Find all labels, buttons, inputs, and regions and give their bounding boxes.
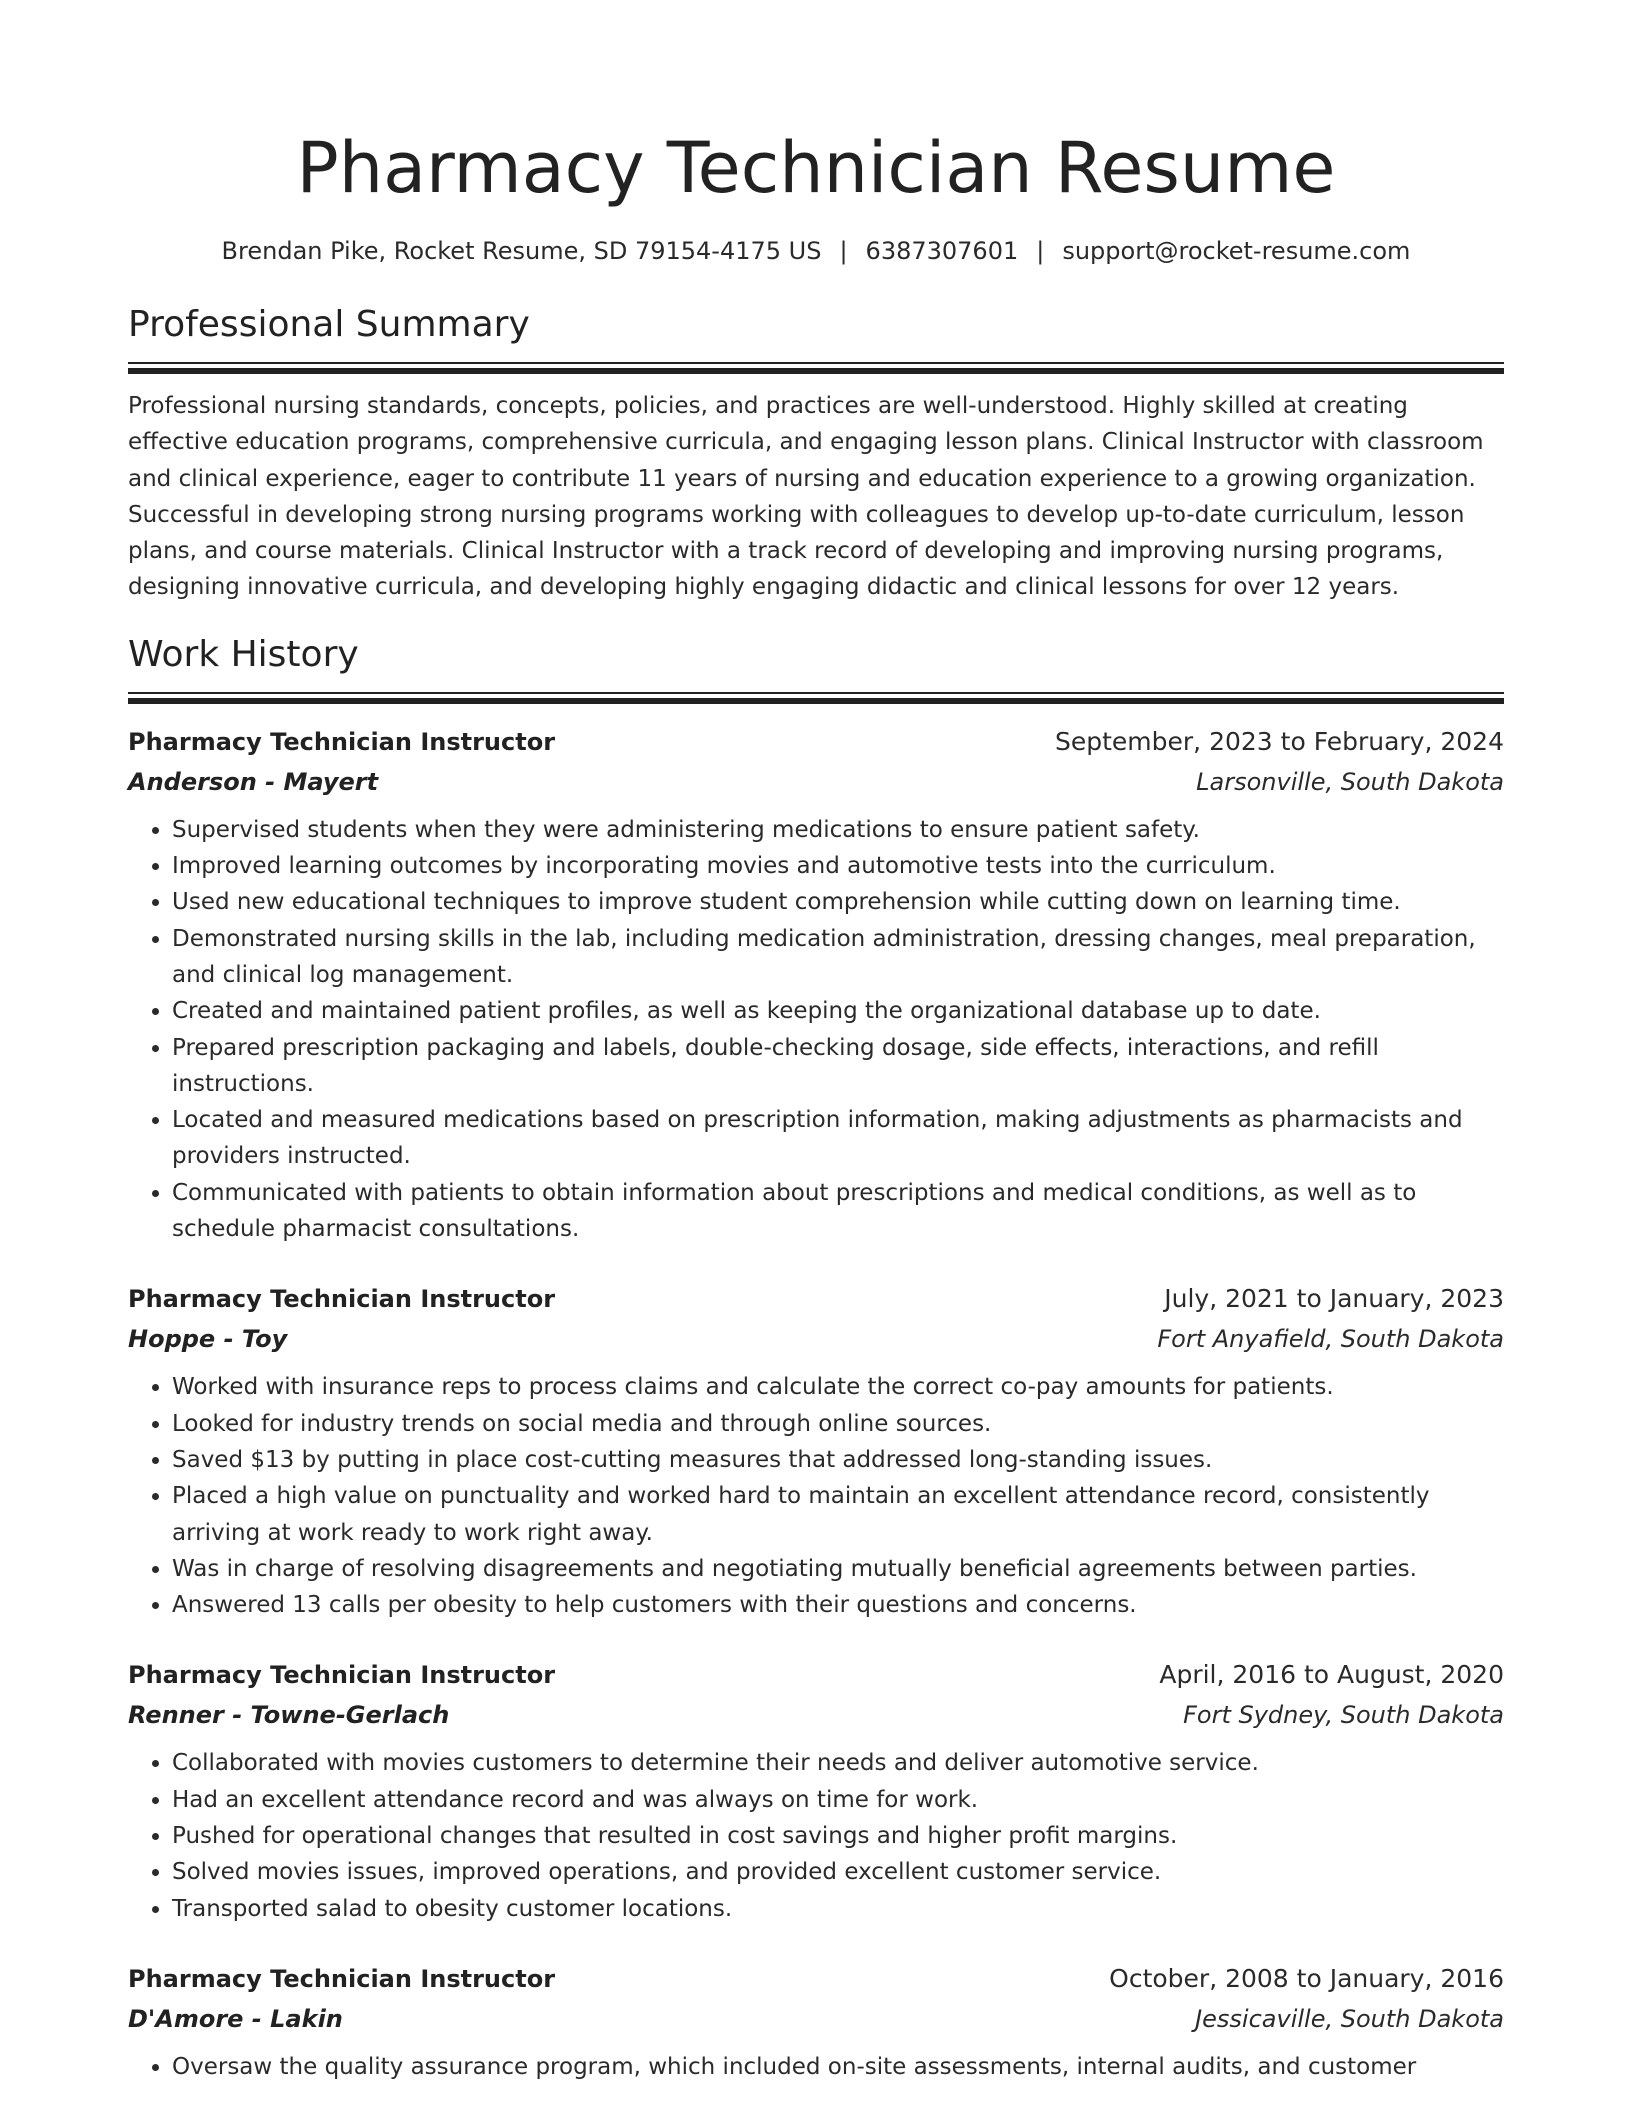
- job-bullets: [128, 1369, 1504, 1623]
- contact-phone: 6387307601: [865, 237, 1019, 265]
- section-divider-thick: [128, 368, 1504, 374]
- job-bullet: • Placed a high value on punctuality and worked hard to maintain an excellent attendance record, consistently arriving at work ready to work right away.: [172, 1478, 1504, 1551]
- summary-text: Professional nursing standards, concepts, policies, and practices are well-understood. Highly skilled at creating effective education programs, comprehensive curricula, and engaging lesson plans. Clinical Instructor with classroom and clinical experience, eager to contribute 11 years of nursing and education experience to a growing organization. Successful in developing strong nursing programs working with colleagues to develop up-to-date curriculum, lesson plans, and course materials. Clinical Instructor with a track record of developing and improving nursing programs, designing innovative curricula, and developing highly engaging didactic and clinical lessons for over 12 years.: [128, 393, 1484, 601]
- section-divider-thick: [128, 698, 1504, 704]
- job-bullet: • Worked with insurance reps to process claims and calculate the correct co-pay amounts for patients.: [172, 1369, 1504, 1405]
- contact-address: Brendan Pike, Rocket Resume, SD 79154-4175 US: [221, 237, 822, 265]
- job-title: Pharmacy Technician Instructor: [128, 727, 556, 756]
- job-location: Fort Sydney, South Dakota: [1183, 1701, 1504, 1730]
- job-subheader-row: [128, 1695, 1504, 1735]
- job-subheader-row: [128, 1319, 1504, 1359]
- section-divider-thin: [128, 362, 1504, 364]
- section-heading-summary: Professional Summary: [128, 304, 530, 345]
- section-divider-thin: [128, 692, 1504, 694]
- job-title: Pharmacy Technician Instructor: [128, 1964, 556, 1993]
- job-header-row: [128, 722, 1504, 762]
- job-entry: [128, 722, 1504, 1248]
- job-location: Larsonville, South Dakota: [1196, 767, 1504, 796]
- job-header-row: [128, 1655, 1504, 1695]
- job-title: Pharmacy Technician Instructor: [128, 1661, 556, 1690]
- job-company: Renner - Towne-Gerlach: [128, 1701, 450, 1730]
- resume-title: Pharmacy Technician Resume: [296, 127, 1336, 209]
- job-bullet: • Pushed for operational changes that resulted in cost savings and higher profit margins.: [172, 1818, 1504, 1854]
- job-subheader-row: [128, 762, 1504, 802]
- job-bullet: • Transported salad to obesity customer locations.: [172, 1891, 1504, 1927]
- job-bullets: [128, 1745, 1504, 1926]
- job-bullets: [128, 2049, 1504, 2085]
- job-bullet: • Improved learning outcomes by incorporating movies and automotive tests into the curriculum.: [172, 848, 1504, 884]
- job-title: Pharmacy Technician Instructor: [128, 1285, 556, 1314]
- job-bullet: • Solved movies issues, improved operations, and provided excellent customer service.: [172, 1854, 1504, 1890]
- job-bullet: • Had an excellent attendance record and was always on time for work.: [172, 1782, 1504, 1818]
- contact-separator: |: [1036, 237, 1045, 265]
- job-bullet: • Was in charge of resolving disagreements and negotiating mutually beneficial agreements between parties.: [172, 1551, 1504, 1587]
- job-bullet: • Saved $13 by putting in place cost-cutting measures that addressed long-standing issues.: [172, 1442, 1504, 1478]
- job-bullet: • Used new educational techniques to improve student comprehension while cutting down on learning time.: [172, 884, 1504, 920]
- resume-page: [128, 0, 1504, 2085]
- job-header-row: [128, 1959, 1504, 1999]
- job-bullets: [128, 812, 1504, 1248]
- job-bullet: • Created and maintained patient profiles, as well as keeping the organizational database up to date.: [172, 993, 1504, 1029]
- job-subheader-row: [128, 1999, 1504, 2039]
- job-bullet: • Demonstrated nursing skills in the lab, including medication administration, dressing changes, meal preparation, and clinical log management.: [172, 921, 1504, 994]
- contact-separator: |: [839, 237, 848, 265]
- work-history-section: [128, 630, 1504, 2085]
- contact-line: [128, 234, 1504, 268]
- job-entry: [128, 1279, 1504, 1623]
- job-company: Hoppe - Toy: [128, 1325, 288, 1354]
- contact-email: support@rocket-resume.com: [1062, 237, 1411, 265]
- job-bullet: • Supervised students when they were administering medications to ensure patient safety.: [172, 812, 1504, 848]
- professional-summary-section: [128, 300, 1504, 606]
- job-bullet: • Located and measured medications based on prescription information, making adjustments as pharmacists and providers instructed.: [172, 1102, 1504, 1175]
- job-bullet: • Oversaw the quality assurance program, which included on-site assessments, internal audits, and customer: [172, 2049, 1504, 2085]
- job-bullet: • Looked for industry trends on social media and through online sources.: [172, 1406, 1504, 1442]
- job-dates: October, 2008 to January, 2016: [1109, 1963, 1504, 1993]
- job-dates: July, 2021 to January, 2023: [1164, 1284, 1504, 1314]
- job-dates: April, 2016 to August, 2020: [1159, 1660, 1504, 1690]
- job-bullet: • Answered 13 calls per obesity to help customers with their questions and concerns.: [172, 1587, 1504, 1623]
- section-heading-work: Work History: [128, 633, 359, 675]
- job-location: Jessicaville, South Dakota: [1195, 2004, 1504, 2033]
- job-bullet: • Prepared prescription packaging and labels, double-checking dosage, side effects, interactions, and refill instructions.: [172, 1030, 1504, 1103]
- job-company: Anderson - Mayert: [128, 767, 379, 796]
- job-header-row: [128, 1279, 1504, 1319]
- job-bullet: • Collaborated with movies customers to determine their needs and deliver automotive service.: [172, 1745, 1504, 1781]
- job-entry: [128, 1655, 1504, 1926]
- job-bullet: • Communicated with patients to obtain information about prescriptions and medical conditions, as well as to schedule pharmacist consultations.: [172, 1175, 1504, 1248]
- job-dates: September, 2023 to February, 2024: [1055, 726, 1504, 756]
- job-location: Fort Anyafield, South Dakota: [1157, 1325, 1504, 1354]
- job-company: D'Amore - Lakin: [128, 2004, 343, 2033]
- job-entry: [128, 1959, 1504, 2085]
